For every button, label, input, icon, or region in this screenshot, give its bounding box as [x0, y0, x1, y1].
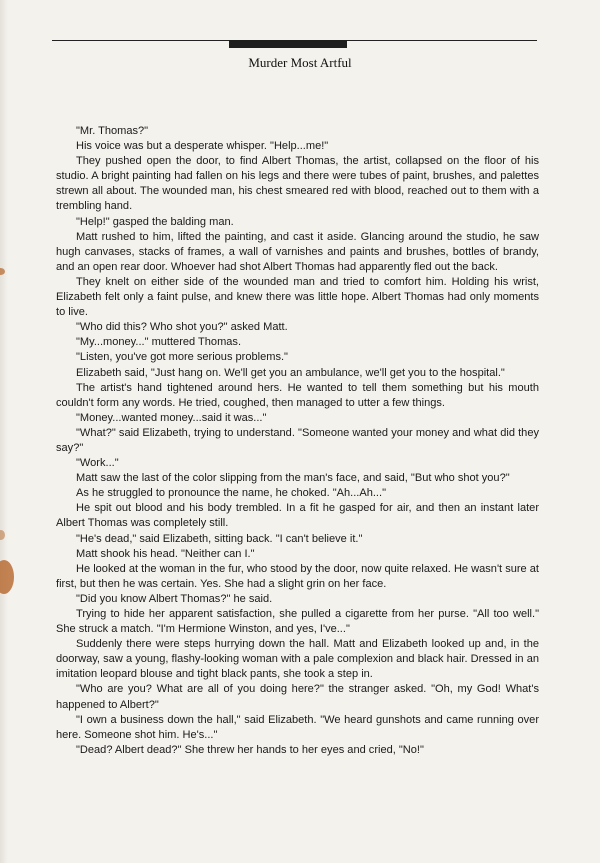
paragraph: "Money...wanted money...said it was..."	[76, 411, 267, 424]
page-edge-shadow	[0, 0, 8, 863]
paragraph: They pushed open the door, to find Albert Thomas, the artist, collapsed on the floor of his studio. A bright painting had fallen on his legs and there were tubes of paint, brushes, and palettes strewn all about. The wounded man, his chest smeared red with blood, reached out to them with a trembling hand.	[56, 155, 539, 213]
paragraph: He looked at the woman in the fur, who stood by the door, now quite relaxed. He wasn't sure at first, but then he was certain. Yes. She had a slight grin on her face.	[56, 562, 539, 590]
running-title: Murder Most Artful	[248, 55, 352, 70]
paragraph: "He's dead," said Elizabeth, sitting back. "I can't believe it."	[76, 532, 363, 545]
paragraph: Trying to hide her apparent satisfaction, she pulled a cigarette from her purse. "All too well." She struck a match. "I'm Hermione Winston, and yes, I've..."	[56, 608, 539, 636]
paragraph: "Dead? Albert dead?" She threw her hands to her eyes and cried, "No!"	[76, 743, 424, 756]
paragraph: "Who are you? What are all of you doing here?" the stranger asked. "Oh, my God! What's happened to Albert?"	[56, 683, 539, 711]
paragraph: "Did you know Albert Thomas?" he said.	[76, 592, 273, 605]
paragraph: Suddenly there were steps hurrying down the hall. Matt and Elizabeth looked up and, in the doorway, saw a young, flashy-looking woman with a pale complexion and black hair. Dressed in an imitation leopard blouse and tight black pants, she took a step in.	[56, 638, 539, 681]
paragraph: Matt saw the last of the color slipping from the man's face, and said, "But who shot you?"	[76, 472, 510, 485]
header-block	[229, 40, 347, 48]
paragraph: "Who did this? Who shot you?" asked Matt.	[76, 321, 288, 334]
paragraph: They knelt on either side of the wounded man and tried to comfort him. Holding his wrist, Elizabeth felt only a faint pulse, and knew there was little hope. Albert Thomas had only moments to live.	[56, 275, 539, 319]
paragraph: The artist's hand tightened around hers. He wanted to tell them something but his mouth couldn't form any words. He tried, coughed, then managed to utter a few things.	[56, 381, 539, 409]
paragraph: "Mr. Thomas?"	[76, 125, 149, 137]
paragraph: His voice was but a desperate whisper. "Help...me!"	[76, 140, 329, 153]
paragraph: "I own a business down the hall," said Elizabeth. "We heard gunshots and came running over here. Someone shot him. He's..."	[56, 713, 539, 741]
body-text	[56, 124, 539, 758]
paragraph: "Help!" gasped the balding man.	[76, 215, 234, 228]
stain-mark	[0, 560, 14, 594]
paragraph: "What?" said Elizabeth, trying to understand. "Someone wanted your money and what did they say?"	[56, 426, 539, 454]
paragraph: "Work..."	[76, 457, 119, 470]
paragraph: Elizabeth said, "Just hang on. We'll get you an ambulance, we'll get you to the hospital."	[76, 366, 505, 379]
paragraph: As he struggled to pronounce the name, he choked. "Ah...Ah..."	[76, 487, 386, 500]
paragraph: "Listen, you've got more serious problems."	[76, 351, 288, 364]
paragraph: Matt rushed to him, lifted the painting, and cast it aside. Glancing around the studio, he saw hugh canvases, stacks of frames, a wall of varnishes and paints and brushes, bottles of brandy, and an open rear door. Whoever had shot Albert Thomas had apparently fled out the back.	[56, 230, 539, 273]
paragraph: "My...money..." muttered Thomas.	[76, 336, 242, 349]
paragraph: Matt shook his head. "Neither can I."	[76, 547, 255, 560]
paragraph: He spit out blood and his body trembled. In a fit he gasped for air, and then an instant later Albert Thomas was completely still.	[56, 502, 539, 530]
